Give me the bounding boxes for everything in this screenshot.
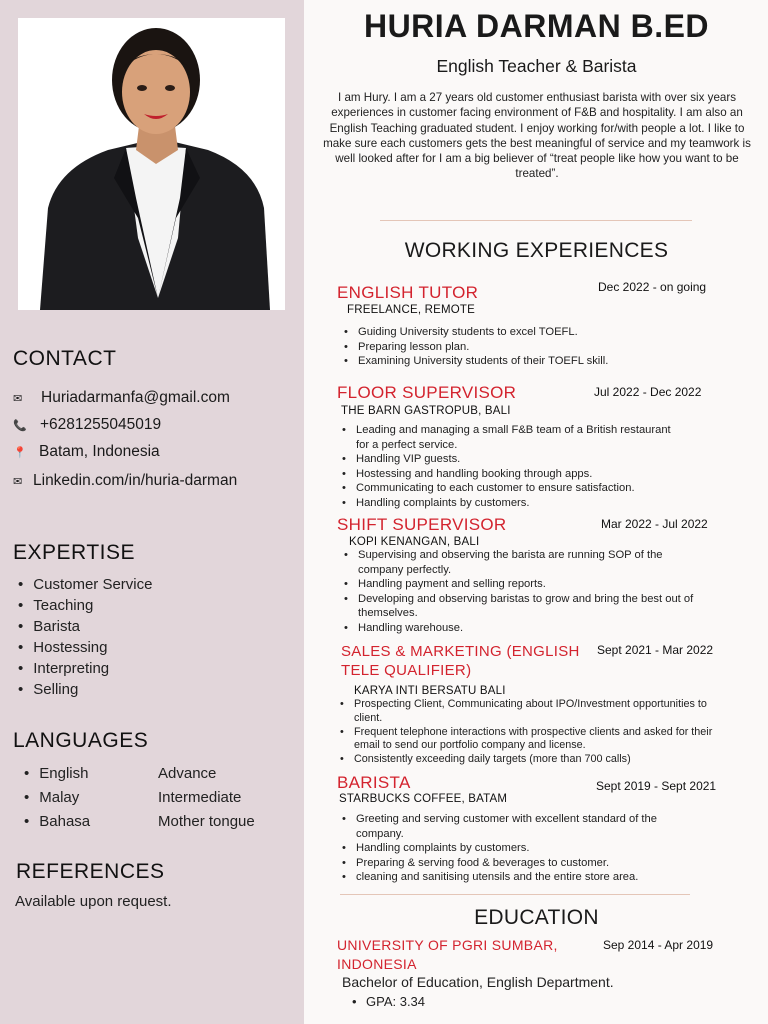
job-point: • Prospecting Client, Communicating about IPO/Investment opportunities to client. [338, 698, 718, 726]
contact-location [13, 443, 160, 461]
location-text: Batam, Indonesia [39, 443, 160, 460]
contact-phone[interactable] [13, 416, 161, 434]
job-title: SHIFT SUPERVISOR [337, 515, 507, 534]
language-name: • Bahasa [24, 813, 90, 830]
job-point: • Supervising and observing the barista are running SOP of the company perfectly. [342, 548, 702, 577]
language-name: • Malay [24, 789, 79, 806]
job-dates: Sept 2021 - Mar 2022 [597, 643, 714, 657]
expertise-item: • Interpreting [18, 660, 109, 677]
job-dates: Jul 2022 - Dec 2022 [594, 385, 702, 399]
education-degree: Bachelor of Education, English Department. [342, 974, 614, 990]
job-points [342, 325, 742, 369]
references-text: Available upon request. [15, 893, 172, 910]
job-point: • Handling payment and selling reports. [342, 577, 702, 592]
education-points [350, 993, 425, 1010]
job-company: FREELANCE, REMOTE [347, 304, 476, 316]
profile-photo [18, 18, 285, 310]
contact-email[interactable] [13, 389, 230, 407]
job-point: • Communicating to each customer to ensure satisfaction. [340, 481, 685, 496]
job-point: • Frequent telephone interactions with prospective clients and asked for their email to send our portfolio company and license. [338, 726, 718, 754]
profile-summary: I am Hury. I am a 27 years old customer enthusiast barista with over six years experiences in customer facing environment of F&B and hospitality. I am also an English Teaching graduated student. I enjoy working for/with people a lot. I like to make sure each customers gets the best meaningful of service and my teamwork is well looked after for I am a big believer of “treat people like how you want to be treated”. [323, 91, 751, 181]
expertise-item: • Barista [18, 618, 80, 635]
phone-icon: 📞 [13, 419, 27, 432]
job-point: • Leading and managing a small F&B team of a British restaurant for a perfect service. [340, 423, 685, 452]
job-point: • Preparing & serving food & beverages to customer. [340, 856, 705, 871]
job-points [340, 423, 685, 511]
email-icon: ✉ [13, 392, 23, 405]
job-point: • Examining University students of their TOEFL skill. [342, 354, 742, 369]
experience-heading: WORKING EXPERIENCES [404, 239, 669, 262]
job-point: • Preparing lesson plan. [342, 340, 742, 355]
language-level: Intermediate [158, 789, 242, 806]
expertise-item: • Selling [18, 681, 78, 698]
job-title: BARISTA [337, 773, 411, 792]
candidate-subtitle: English Teacher & Barista [436, 56, 637, 76]
email-text: Huriadarmanfa@gmail.com [41, 389, 230, 406]
job-title: FLOOR SUPERVISOR [337, 383, 517, 402]
phone-text: +6281255045019 [40, 416, 162, 433]
job-point: • Hostessing and handling booking through apps. [340, 467, 685, 482]
sidebar [0, 0, 304, 1024]
job-point: • Guiding University students to excel TOEFL. [342, 325, 742, 340]
job-point: • cleaning and sanitising utensils and the entire store area. [340, 870, 705, 885]
job-points [340, 812, 705, 885]
expertise-item: • Teaching [18, 597, 93, 614]
languages-heading: LANGUAGES [13, 729, 149, 752]
linkedin-mail-icon: ✉ [13, 475, 23, 488]
job-dates: Sept 2019 - Sept 2021 [596, 779, 717, 793]
expertise-heading: EXPERTISE [13, 541, 135, 564]
job-dates: Dec 2022 - on going [598, 280, 707, 294]
divider [340, 894, 690, 895]
job-dates: Mar 2022 - Jul 2022 [601, 517, 708, 531]
job-point: • Handling warehouse. [342, 621, 702, 636]
divider [380, 220, 692, 221]
education-heading: EDUCATION [474, 906, 599, 929]
language-name: • English [24, 765, 88, 782]
job-company: STARBUCKS COFFEE, BATAM [339, 793, 508, 805]
candidate-name: HURIA DARMAN B.ED [363, 8, 710, 44]
job-point: • Handling complaints by customers. [340, 841, 705, 856]
job-points [342, 548, 702, 636]
job-point: • Consistently exceeding daily targets (more than 700 calls) [338, 753, 718, 767]
job-company: THE BARN GASTROPUB, BALI [341, 405, 511, 417]
contact-linkedin[interactable] [13, 472, 237, 490]
job-point: • Greeting and serving customer with excellent standard of the company. [340, 812, 705, 841]
job-point: • Handling complaints by customers. [340, 496, 685, 511]
job-point: • Handling VIP guests. [340, 452, 685, 467]
linkedin-text: Linkedin.com/in/huria-darman [33, 472, 238, 489]
expertise-item: • Customer Service [18, 576, 152, 593]
job-points [338, 698, 718, 767]
education-dates: Sep 2014 - Apr 2019 [603, 938, 714, 952]
job-point: • Developing and observing baristas to grow and bring the best out of themselves. [342, 592, 702, 621]
job-title: SALES & MARKETING (ENGLISH TELE QUALIFIER) [341, 643, 580, 679]
location-pin-icon: 📍 [13, 446, 27, 459]
job-company: KARYA INTI BERSATU BALI [354, 685, 506, 697]
expertise-item: • Hostessing [18, 639, 107, 656]
language-level: Mother tongue [158, 813, 255, 830]
education-school: UNIVERSITY OF PGRI SUMBAR, INDONESIA [337, 937, 558, 972]
education-gpa: • GPA: 3.34 [350, 993, 425, 1010]
language-level: Advance [158, 765, 217, 782]
job-company: KOPI KENANGAN, BALI [349, 536, 480, 548]
references-heading: REFERENCES [16, 860, 165, 883]
job-title: ENGLISH TUTOR [337, 283, 479, 302]
contact-heading: CONTACT [13, 347, 117, 370]
portrait-illustration [18, 18, 285, 310]
